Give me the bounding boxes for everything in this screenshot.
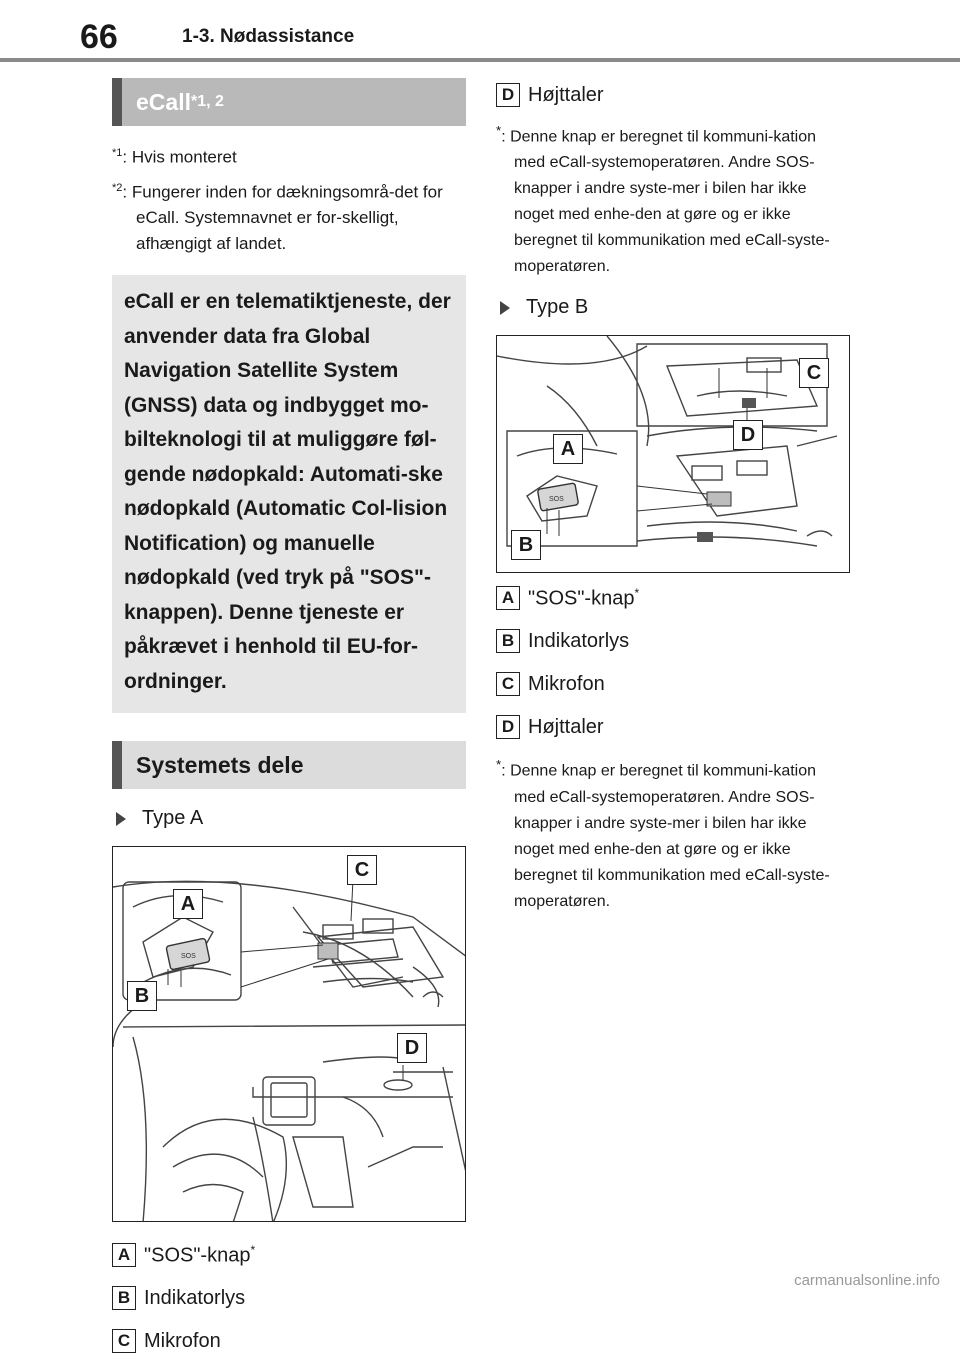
type-b-label <box>496 296 850 319</box>
section-title: 1-3. Nødassistance <box>182 26 355 47</box>
legend-letter: A <box>496 586 520 610</box>
triangle-bullet-icon <box>116 812 126 826</box>
legend-label: "SOS"-knap <box>528 587 635 610</box>
type-b-legend-a <box>496 585 850 611</box>
callout-b: B <box>127 981 157 1011</box>
info-box: eCall er en telematiktjeneste, der anvender data fra Global Navigation Satellite System (GNSS) data og indbygget mo-bilteknologi til at muliggøre føl-gende nødopkald: Automati-ske nødopkald (Automatic Col-lision Notification) og manuelle nødopkald (ved tryk på "SOS"-knappen). Denne tjeneste er påkrævet i henhold til EU-for-ordninger. <box>112 275 466 713</box>
parts-heading <box>112 741 466 789</box>
footnote-1-text: : Hvis monteret <box>122 147 237 167</box>
note-text: : Denne knap er beregnet til kommuni-kation med eCall-systemoperatøren. Andre SOS-knapper i andre syste-mer i bilen har ikke noget med enhe-den at gøre og er ikke beregnet til kommunikation med eCall-syste-moperatøren. <box>501 128 830 276</box>
type-b-legend-b <box>496 628 850 654</box>
ecall-heading <box>112 78 466 126</box>
callout-c: C <box>347 855 377 885</box>
header-rule <box>0 58 960 62</box>
legend-letter: C <box>112 1329 136 1353</box>
legend-text <box>528 586 639 611</box>
legend-text: Højttaler <box>528 83 604 106</box>
callout-a: A <box>553 434 583 464</box>
legend-text: Mikrofon <box>144 1329 221 1352</box>
type-a-label-text: Type A <box>142 807 204 830</box>
legend-text: Højttaler <box>528 715 604 738</box>
footnote-1-mark: *1 <box>112 147 123 159</box>
type-b-note <box>496 752 850 914</box>
watermark: carmanualsonline.info <box>794 1272 940 1289</box>
footnote-1 <box>112 140 466 171</box>
type-b-legend-d <box>496 714 850 740</box>
type-b-label-text: Type B <box>526 296 589 319</box>
legend-text: Mikrofon <box>528 672 605 695</box>
legend-sup: * <box>250 1242 256 1257</box>
legend-letter: C <box>496 672 520 696</box>
legend-letter: B <box>496 629 520 653</box>
type-a-legend-b <box>112 1285 466 1311</box>
footnote-2-text: : Fungerer inden for dækningsområ-det for eCall. Systemnavnet er for-skelligt, afhængigt af landet. <box>122 182 443 254</box>
page-header <box>0 0 960 64</box>
type-a-legend-a <box>112 1242 466 1268</box>
ecall-heading-sup: *1, 2 <box>190 93 224 110</box>
callout-c: C <box>799 358 829 388</box>
parts-heading-text: Systemets dele <box>136 751 304 778</box>
type-b-illustration <box>496 335 850 573</box>
type-a-illustration <box>112 846 466 1222</box>
note-text: : Denne knap er beregnet til kommuni-kation med eCall-systemoperatøren. Andre SOS-knapper i andre syste-mer i bilen har ikke noget med enhe-den at gøre og er ikke beregnet til kommunikation med eCall-syste-moperatøren. <box>501 762 830 910</box>
note-mark: * <box>496 123 502 138</box>
right-column <box>496 78 850 915</box>
footnote-2 <box>112 175 466 258</box>
callout-a: A <box>173 889 203 919</box>
callout-d: D <box>397 1033 427 1063</box>
legend-text: Indikatorlys <box>144 1286 246 1309</box>
legend-letter: D <box>496 83 520 107</box>
left-column <box>112 78 466 1354</box>
footnote-2-mark: *2 <box>112 181 123 194</box>
legend-label: "SOS"-knap <box>144 1244 251 1267</box>
type-b-legend-c <box>496 671 850 697</box>
ecall-heading-text: eCall <box>136 88 191 115</box>
note-mark: * <box>496 757 502 773</box>
callout-b: B <box>511 530 541 560</box>
legend-letter: B <box>112 1286 136 1310</box>
type-a-label <box>112 807 466 830</box>
type-b-sos-label: SOS <box>549 496 564 504</box>
type-a-sos-label: SOS <box>181 953 196 961</box>
callout-d: D <box>733 420 763 450</box>
legend-sup: * <box>634 586 640 600</box>
type-a-note <box>496 118 850 280</box>
type-b-drawing <box>497 336 850 573</box>
page-number: 66 <box>80 18 118 56</box>
legend-text: Indikatorlys <box>528 629 630 652</box>
type-a-legend-c <box>112 1328 466 1354</box>
type-a-legend-d <box>496 82 850 108</box>
legend-text <box>144 1243 255 1268</box>
legend-letter: D <box>496 715 520 739</box>
triangle-bullet-icon <box>500 301 510 315</box>
legend-letter: A <box>112 1243 136 1267</box>
